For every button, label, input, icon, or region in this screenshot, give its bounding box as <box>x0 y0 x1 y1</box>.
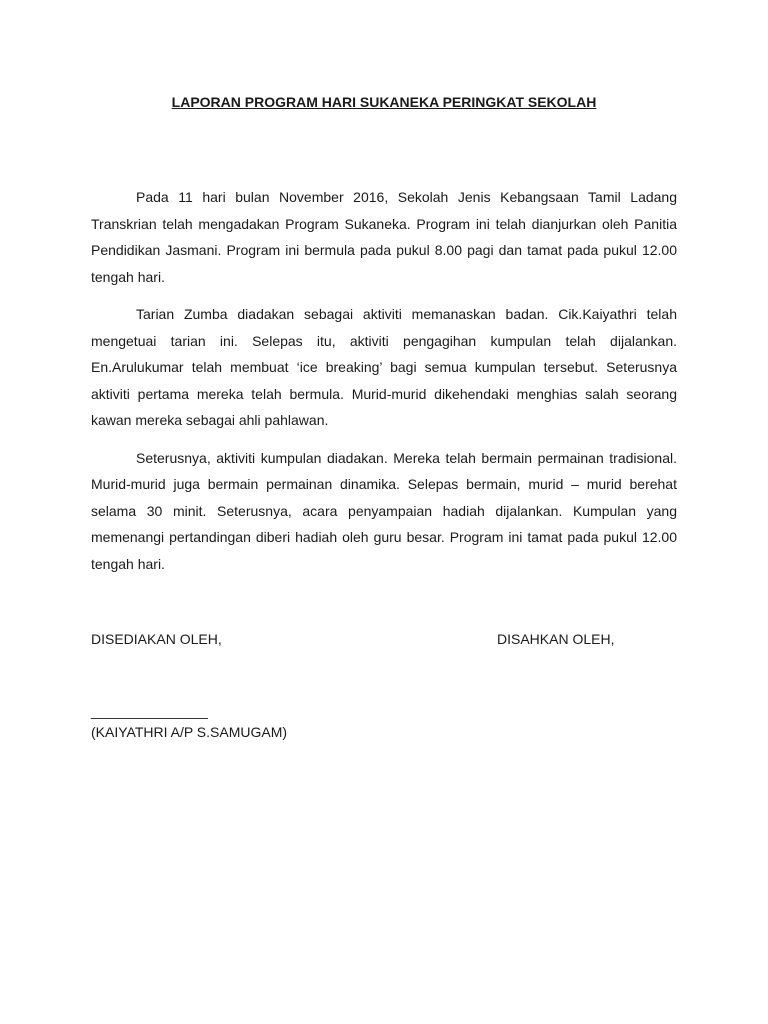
paragraph-2: Tarian Zumba diadakan sebagai aktiviti memanaskan badan. Cik.Kaiyathri telah mengetuai tarian ini. Selepas itu, aktiviti pengagihan kumpulan telah dijalankan. En.Arulukumar telah membuat ‘ice breaking’ bagi semua kumpulan tersebut. Seterusnya aktiviti pertama mereka telah bermula. Murid-murid dikehendaki menghias salah seorang kawan mereka sebagai ahli pahlawan. <box>91 306 677 428</box>
report-body <box>91 184 677 588</box>
approved-by-label: DISAHKAN OLEH, <box>497 631 615 647</box>
paragraph-3: Seterusnya, aktiviti kumpulan diadakan. Mereka telah bermain permainan tradisional. Murid-murid juga bermain permainan dinamika. Selepas bermain, murid – murid berehat selama 30 minit. Seterusnya, acara penyampaian hadiah dijalankan. Kumpulan yang memenangi pertandingan diberi hadiah oleh guru besar. Program ini tamat pada pukul 12.00 tengah hari. <box>91 449 677 572</box>
prepared-by-label: DISEDIAKAN OLEH, <box>91 631 222 647</box>
page-title: LAPORAN PROGRAM HARI SUKANEKA PERINGKAT SEKOLAH <box>171 94 597 110</box>
signature-line: _______________ <box>91 703 208 719</box>
signatory-name: (KAIYATHRI A/P S.SAMUGAM) <box>91 724 288 740</box>
paragraph-1: Pada 11 hari bulan November 2016, Sekolah Jenis Kebangsaan Tamil Ladang Transkrian telah mengadakan Program Sukaneka. Program ini telah dianjurkan oleh Panitia Pendidikan Jasmani. Program ini bermula pada pukul 8.00 pagi dan tamat pada pukul 12.00 tengah hari. <box>91 189 677 285</box>
